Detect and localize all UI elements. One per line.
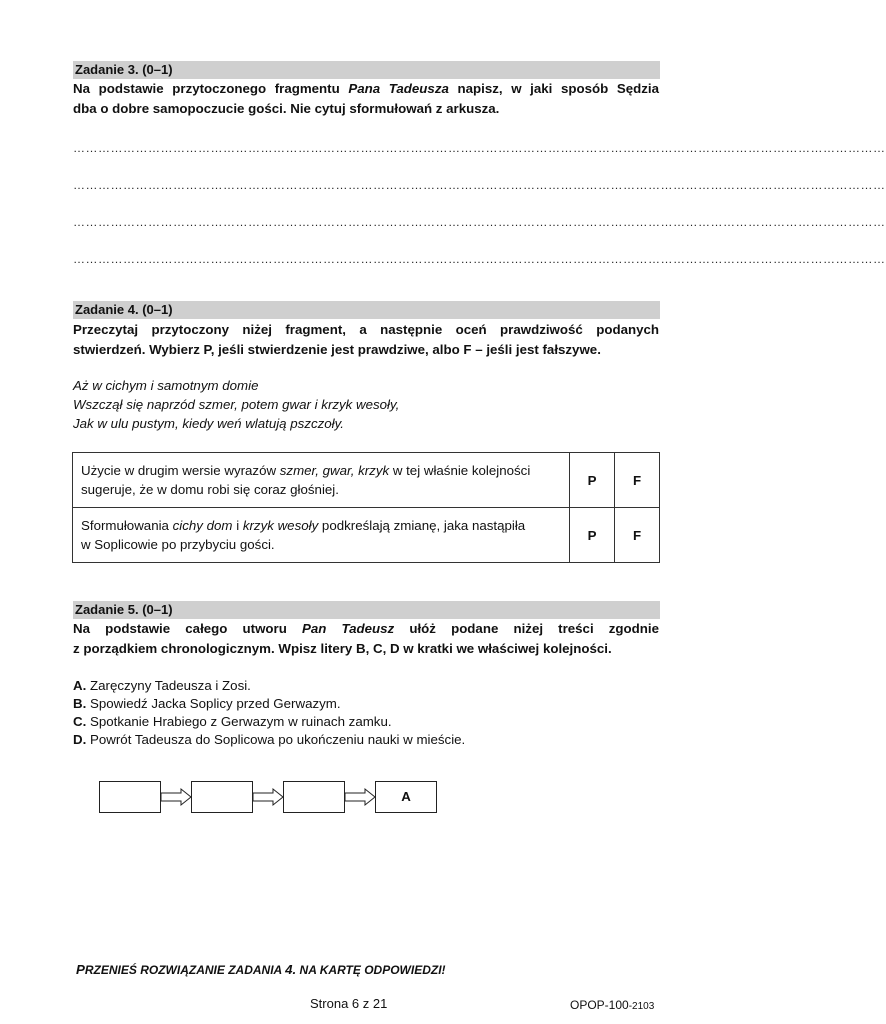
transfer-note: PRZENIEŚ ROZWIĄZANIE ZADANIA 4. NA KARTĘ ODPOWIEDZI!: [76, 962, 446, 977]
event-list: [73, 677, 465, 749]
poem-line: Jak w ulu pustym, kiedy weń wlatują pszczoły.: [73, 416, 344, 431]
option-false-1[interactable]: F: [615, 453, 660, 508]
option-true-1[interactable]: P: [570, 453, 615, 508]
list-item: C. Spotkanie Hrabiego z Gerwazym w ruinach zamku.: [73, 714, 392, 729]
table-row: [73, 453, 660, 508]
statement-1: Użycie w drugim wersie wyrazów szmer, gwar, krzyk w tej właśnie kolejności sugeruje, że w domu robi się coraz głośniej.: [73, 453, 570, 508]
poem-line: Aż w cichym i samotnym domie: [73, 378, 259, 393]
task5-instruction: Na podstawie całego utworu Pan Tadeusz ułóż podane niżej treści zgodnie z porządkiem chronologicznym. Wpisz litery B, C, D w kratki we właściwej kolejności.: [73, 621, 660, 656]
answer-box-2[interactable]: [191, 781, 253, 813]
poem-line: Wszczął się naprzód szmer, potem gwar i krzyk wesoły,: [73, 397, 400, 412]
answer-line-2[interactable]: ……………………………………………………………………………………………………………………………………………………………………………: [73, 178, 886, 192]
poem-excerpt: [73, 376, 399, 433]
option-false-2[interactable]: F: [615, 508, 660, 563]
arrow-right-icon: [161, 789, 191, 805]
answer-box-1[interactable]: [99, 781, 161, 813]
arrow-right-icon: [253, 789, 283, 805]
task3-header: Zadanie 3. (0–1): [73, 61, 660, 79]
option-true-2[interactable]: P: [570, 508, 615, 563]
answer-line-4[interactable]: ……………………………………………………………………………………………………………………………………………………………………………: [73, 252, 886, 266]
table-row: [73, 508, 660, 563]
answer-box-4: A: [375, 781, 437, 813]
task4-instruction: Przeczytaj przytoczony niżej fragment, a następnie oceń prawdziwość podanych stwierdzeń. Wybierz P, jeśli stwierdzenie jest prawdziwe, albo F – jeśli jest fałszywe.: [73, 322, 659, 357]
task4-header: Zadanie 4. (0–1): [73, 301, 660, 319]
answer-line-1[interactable]: ……………………………………………………………………………………………………………………………………………………………………………: [73, 141, 886, 155]
list-item: B. Spowiedź Jacka Soplicy przed Gerwazym.: [73, 696, 341, 711]
task3-instruction: Na podstawie przytoczonego fragmentu Pana Tadeusza napisz, w jaki sposób Sędzia dba o dobre samopoczucie gości. Nie cytuj sformułowań z arkusza.: [73, 81, 660, 116]
statement-2: Sformułowania cichy dom i krzyk wesoły podkreślają zmianę, jaka nastąpiła w Soplicowie po przybyciu gości.: [73, 508, 570, 563]
answer-box-3[interactable]: [283, 781, 345, 813]
task5-header: Zadanie 5. (0–1): [73, 601, 660, 619]
page-number: Strona 6 z 21: [310, 996, 388, 1011]
answer-line-3[interactable]: ……………………………………………………………………………………………………………………………………………………………………………: [73, 215, 886, 229]
exam-code: OPOP-100-2103: [570, 998, 655, 1012]
list-item: A. Zaręczyny Tadeusza i Zosi.: [73, 678, 251, 693]
arrow-right-icon: [345, 789, 375, 805]
list-item: D. Powrót Tadeusza do Soplicowa po ukończeniu nauki w mieście.: [73, 732, 466, 747]
true-false-table: [72, 452, 660, 563]
